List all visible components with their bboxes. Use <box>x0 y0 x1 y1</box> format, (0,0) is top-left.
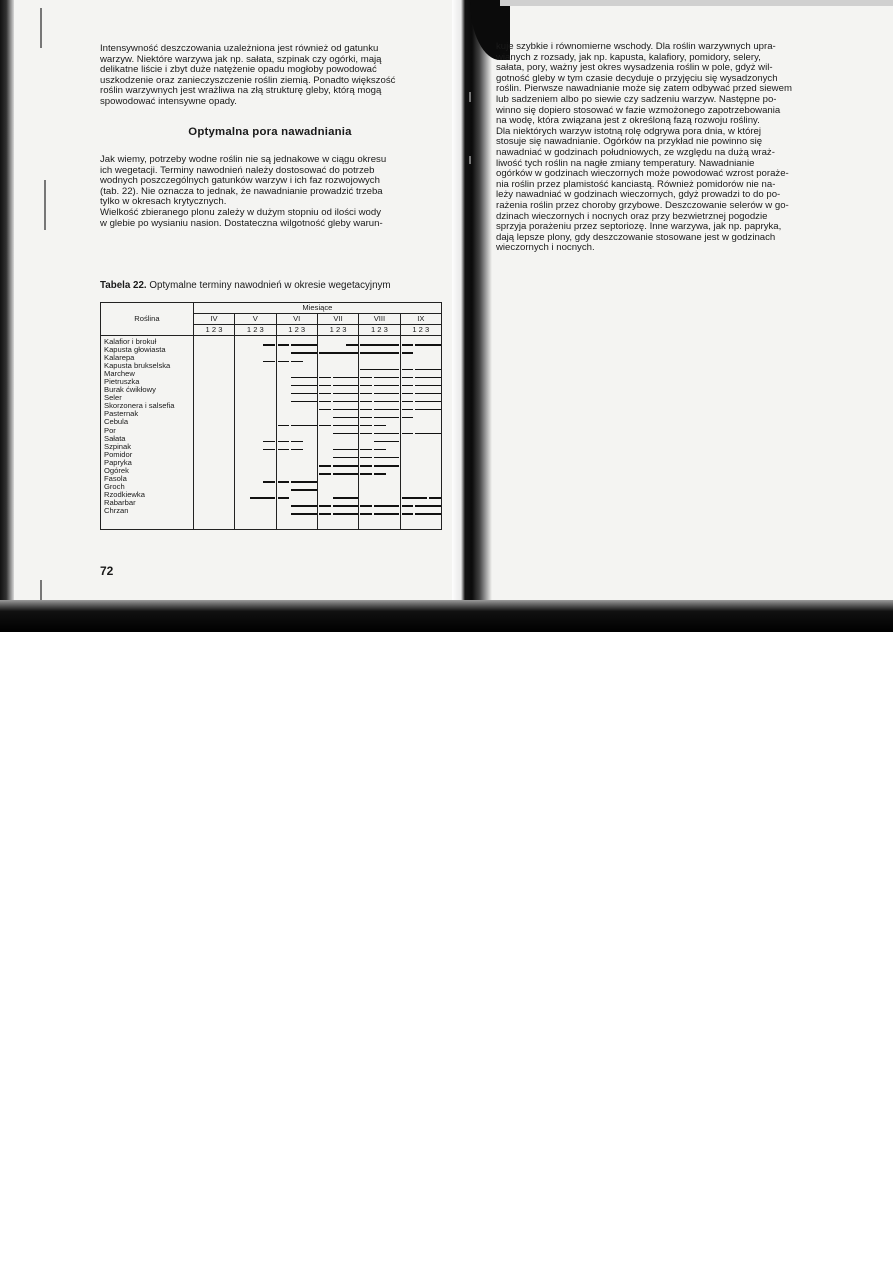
irrigation-period-bar <box>263 361 275 362</box>
irrigation-period-bar <box>278 361 290 362</box>
irrigation-period-bar <box>319 513 331 514</box>
plant-name: Kapusta głowiasta <box>104 345 166 355</box>
text-line: (tab. 22). Nie oznacza to jednak, że nawadnianie prowadzić trzeba <box>100 185 383 197</box>
text-line: lub sadzeniem albo po siewie czy sadzeniu warzyw. Następne po- <box>496 93 777 105</box>
irrigation-period-bar <box>415 513 440 514</box>
right-page-top-bleed <box>500 0 893 6</box>
left-page-edge-shadow <box>0 0 14 632</box>
plant-name: Pomidor <box>104 449 133 459</box>
irrigation-period-bar <box>263 441 275 442</box>
plant-name: Por <box>104 425 116 435</box>
irrigation-period-bar <box>374 425 386 426</box>
irrigation-period-bar <box>360 385 372 386</box>
irrigation-period-bar <box>402 505 414 506</box>
text-line: roślin warzywnych jest wrażliwa na złą strukturę gleby, którą mogą <box>100 85 382 97</box>
irrigation-period-bar <box>333 465 358 466</box>
text-line: Jak wiemy, potrzeby wodne roślin nie są jednakowe w ciągu okresu <box>100 154 387 165</box>
irrigation-period-bar <box>291 425 316 426</box>
irrigation-period-bar <box>415 393 440 394</box>
scan-speck <box>469 156 471 164</box>
text-line: w glebie po wysianiu nasion. Dostateczna wilgotność gleby warun- <box>100 217 383 229</box>
decade-header: 1 2 3 <box>400 325 441 336</box>
irrigation-period-bar <box>374 417 399 418</box>
irrigation-period-bar <box>346 344 358 345</box>
irrigation-period-bar <box>415 401 440 402</box>
irrigation-period-bar <box>278 481 290 482</box>
plant-column-header: Roślina <box>101 303 194 336</box>
irrigation-period-bar <box>319 393 331 394</box>
decade-header: 1 2 3 <box>276 325 317 336</box>
scan-speck <box>40 580 42 600</box>
plant-name: Szpinak <box>104 441 132 451</box>
irrigation-period-bar <box>263 481 275 482</box>
plant-name: Seler <box>104 393 122 403</box>
irrigation-period-bar <box>333 385 358 386</box>
irrigation-period-bar <box>360 393 372 394</box>
plant-name: Fasola <box>104 473 127 483</box>
irrigation-period-bar <box>402 352 414 353</box>
irrigation-period-bar <box>319 425 331 426</box>
irrigation-period-bar <box>333 457 358 458</box>
text-line: dają lepsze plony, gdy deszczowanie stosowane jest w godzinach <box>496 231 776 243</box>
text-line: nia roślin przez plamistość kanciastą. Również pomidorów nie na- <box>496 178 776 190</box>
irrigation-period-bar <box>415 377 440 378</box>
right-page-text <box>496 42 826 254</box>
text-line: spowodować intensywne opady. <box>100 95 237 107</box>
irrigation-period-bar <box>402 433 414 434</box>
irrigation-period-bar <box>374 457 399 458</box>
plant-name: Ogórek <box>104 465 129 475</box>
irrigation-period-bar <box>278 449 290 450</box>
text-line: wieczornych i nocnych. <box>496 242 595 254</box>
irrigation-period-bar <box>360 457 372 458</box>
scan-speck <box>44 180 46 230</box>
month-header: VII <box>317 314 358 325</box>
irrigation-period-bar <box>319 409 331 410</box>
irrigation-period-bar <box>333 513 358 514</box>
left-paragraph-1 <box>100 44 442 108</box>
irrigation-period-bar <box>360 417 372 418</box>
irrigation-period-bar <box>415 409 440 410</box>
irrigation-period-bar <box>319 505 331 506</box>
irrigation-period-bar <box>360 513 372 514</box>
table-caption-label: Tabela 22. <box>100 280 147 291</box>
irrigation-period-bar <box>263 449 275 450</box>
text-line: wodnych poszczególnych gatunków warzyw i ich faz rozwojowych <box>100 175 380 187</box>
irrigation-period-bar <box>291 377 316 378</box>
irrigation-period-bar <box>360 409 372 410</box>
irrigation-period-bar <box>402 417 414 418</box>
irrigation-period-bar <box>291 441 303 442</box>
irrigation-period-bar <box>360 401 372 402</box>
left-paragraph-2 <box>100 155 442 229</box>
irrigation-period-bar <box>319 352 358 353</box>
irrigation-period-bar <box>374 433 399 434</box>
irrigation-period-bar <box>374 449 386 450</box>
irrigation-period-bar <box>291 513 316 514</box>
plant-name: Kapusta brukselska <box>104 361 171 371</box>
book-gutter-shadow <box>452 0 502 632</box>
irrigation-period-bar <box>319 377 331 378</box>
plant-name: Rabarbar <box>104 497 136 507</box>
plant-name: Pietruszka <box>104 377 140 387</box>
irrigation-period-bar <box>278 497 290 498</box>
irrigation-period-bar <box>333 433 358 434</box>
text-line: ogórków w godzinach wieczornych może powodować wzrost poraże- <box>496 168 789 180</box>
irrigation-period-bar <box>278 344 290 345</box>
irrigation-period-bar <box>291 481 316 482</box>
irrigation-period-bar <box>360 433 372 434</box>
text-line: sprzyja porażeniu przez septoriozę. Inne warzywa, jak np. papryka, <box>496 221 782 233</box>
plant-name: Groch <box>104 481 125 491</box>
irrigation-period-bar <box>374 409 399 410</box>
irrigation-period-bar <box>333 409 358 410</box>
text-line: stosuje się nawadnianie. Ogórków na przykład nie powinno się <box>496 136 763 148</box>
irrigation-period-bar <box>360 352 399 353</box>
irrigation-period-bar <box>374 369 399 370</box>
irrigation-table <box>100 302 442 530</box>
irrigation-period-bar <box>374 377 399 378</box>
text-line: rażenia roślin przez choroby grzybowe. Deszczowanie selerów w go- <box>496 199 789 211</box>
irrigation-period-bar <box>360 473 372 474</box>
irrigation-period-bar <box>374 465 399 466</box>
month-header: VIII <box>359 314 400 325</box>
month-header: V <box>235 314 276 325</box>
irrigation-period-bar <box>278 441 290 442</box>
irrigation-period-bar <box>402 401 414 402</box>
plant-name: Skorzonera i salsefia <box>104 401 175 411</box>
text-line: wianych z rozsady, jak np. kapusta, kalafiory, pomidory, selery, <box>496 51 761 63</box>
decade-header: 1 2 3 <box>193 325 234 336</box>
irrigation-period-bar <box>360 425 372 426</box>
text-line: dzinach wieczornych i nocnych oraz przy bezwietrznej pogodzie <box>496 210 768 222</box>
text-line: roślin. Pierwsze nawadnianie może się zatem odbywać przed siewem <box>496 83 792 95</box>
text-line: warzyw. Niektóre warzywa jak np. sałata, szpinak czy ogórki, mają <box>100 53 382 65</box>
irrigation-period-bar <box>374 513 399 514</box>
text-line: kuje szybkie i równomierne wschody. Dla roślin warzywnych upra- <box>496 41 776 52</box>
month-cell-viii <box>359 336 400 530</box>
plant-name: Cebula <box>104 417 129 427</box>
plant-name: Pasternak <box>104 409 139 419</box>
irrigation-period-bar <box>291 489 316 490</box>
irrigation-period-bar <box>319 473 331 474</box>
irrigation-period-bar <box>333 401 358 402</box>
irrigation-period-bar <box>415 344 440 345</box>
irrigation-period-bar <box>360 465 372 466</box>
month-cell-vi <box>276 336 317 530</box>
irrigation-period-bar <box>333 417 358 418</box>
text-line: nawadniać w godzinach południowych, ze względu na dużą wraż- <box>496 146 775 158</box>
month-header: VI <box>276 314 317 325</box>
page-number: 72 <box>100 564 114 578</box>
month-cell-iv <box>193 336 234 530</box>
irrigation-period-bar <box>402 497 427 498</box>
irrigation-period-bar <box>402 513 414 514</box>
irrigation-period-bar <box>374 385 399 386</box>
plant-name: Papryka <box>104 457 132 467</box>
irrigation-period-bar <box>374 393 399 394</box>
irrigation-period-bar <box>402 385 414 386</box>
irrigation-period-bar <box>263 344 275 345</box>
irrigation-period-bar <box>360 377 372 378</box>
text-line: leży nawadniać w godzinach wieczornych, gdyż prowadzi to do po- <box>496 189 781 201</box>
decade-header: 1 2 3 <box>317 325 358 336</box>
months-header: Miesiące <box>193 303 441 314</box>
month-header: IV <box>193 314 234 325</box>
irrigation-period-bar <box>291 352 316 353</box>
scan-speck <box>469 92 471 102</box>
irrigation-period-bar <box>291 393 316 394</box>
section-heading: Optymalna pora nawadniania <box>188 126 352 138</box>
text-line: Intensywność deszczowania uzależniona jest również od gatunku <box>100 43 379 54</box>
irrigation-period-bar <box>333 377 358 378</box>
text-line: Dla niektórych warzyw istotną rolę odgrywa pora dnia, w której <box>496 125 762 137</box>
text-line: Wielkość zbieranego plonu zależy w dużym stopniu od ilości wody <box>100 206 382 218</box>
irrigation-period-bar <box>291 449 303 450</box>
irrigation-period-bar <box>319 401 331 402</box>
text-line: delikatne liście i zbyt duże natężenie opadu mogłoby powodować <box>100 64 377 76</box>
irrigation-period-bar <box>291 344 316 345</box>
irrigation-period-bar <box>402 409 414 410</box>
irrigation-period-bar <box>291 361 303 362</box>
irrigation-period-bar <box>319 465 331 466</box>
text-line: gotność gleby w tym czasie decyduje o przyjęciu się wysadzonych <box>496 72 778 84</box>
irrigation-period-bar <box>250 497 275 498</box>
text-line: uszkodzenie oraz zanieczyszczenie roślin ziemią. Ponadto większość <box>100 74 396 86</box>
irrigation-period-bar <box>415 369 440 370</box>
irrigation-period-bar <box>333 393 358 394</box>
irrigation-period-bar <box>429 497 441 498</box>
scan-speck <box>40 8 42 48</box>
text-line: sałata, pory, ważny jest okres wysadzenia roślin w pole, gdyż wil- <box>496 62 773 74</box>
irrigation-period-bar <box>374 401 399 402</box>
month-header: IX <box>400 314 441 325</box>
irrigation-period-bar <box>374 473 386 474</box>
text-line: liwość tych roślin na nagłe zmiany temperatury. Nawadnianie <box>496 157 755 169</box>
table-caption-text: Optymalne terminy nawodnień w okresie wegetacyjnym <box>146 280 391 291</box>
plant-name: Rzodkiewka <box>104 489 145 499</box>
irrigation-period-bar <box>360 449 372 450</box>
plant-name: Marchew <box>104 369 135 379</box>
irrigation-period-bar <box>291 401 316 402</box>
plant-name: Burak ćwikłowy <box>104 385 156 395</box>
irrigation-period-bar <box>333 473 358 474</box>
plant-names-cell <box>101 336 194 530</box>
irrigation-period-bar <box>415 505 440 506</box>
decade-header: 1 2 3 <box>235 325 276 336</box>
scanner-bottom-shadow <box>0 600 893 632</box>
month-cell-vii <box>317 336 358 530</box>
plant-name: Kalarepa <box>104 353 135 363</box>
irrigation-period-bar <box>415 385 440 386</box>
decade-header: 1 2 3 <box>359 325 400 336</box>
text-line: ich wegetacji. Terminy nawodnień należy dostosować do potrzeb <box>100 164 375 176</box>
month-cell-v <box>235 336 276 530</box>
irrigation-period-bar <box>374 505 399 506</box>
text-line: winno się dopiero stosować w fazie wzmożonego zapotrzebowania <box>496 104 781 116</box>
irrigation-period-bar <box>333 505 358 506</box>
irrigation-period-bar <box>415 433 440 434</box>
month-cell-ix <box>400 336 441 530</box>
irrigation-period-bar <box>319 385 331 386</box>
irrigation-period-bar <box>291 505 316 506</box>
text-line: tylko w okresach krytycznych. <box>100 196 227 208</box>
irrigation-period-bar <box>291 385 316 386</box>
irrigation-period-bar <box>333 449 358 450</box>
irrigation-period-bar <box>333 425 358 426</box>
irrigation-period-bar <box>278 425 290 426</box>
irrigation-period-bar <box>402 393 414 394</box>
plant-name: Sałata <box>104 433 126 443</box>
irrigation-period-bar <box>333 497 358 498</box>
plant-name: Kalafior i brokuł <box>104 337 157 346</box>
irrigation-period-bar <box>402 369 414 370</box>
text-line: na wodę, która związana jest z określoną fazą rozwoju rośliny. <box>496 115 760 127</box>
irrigation-period-bar <box>374 344 399 345</box>
irrigation-period-bar <box>374 441 399 442</box>
irrigation-period-bar <box>402 344 414 345</box>
plant-name: Chrzan <box>104 505 129 515</box>
irrigation-period-bar <box>360 505 372 506</box>
irrigation-period-bar <box>402 377 414 378</box>
table-caption <box>100 280 442 291</box>
